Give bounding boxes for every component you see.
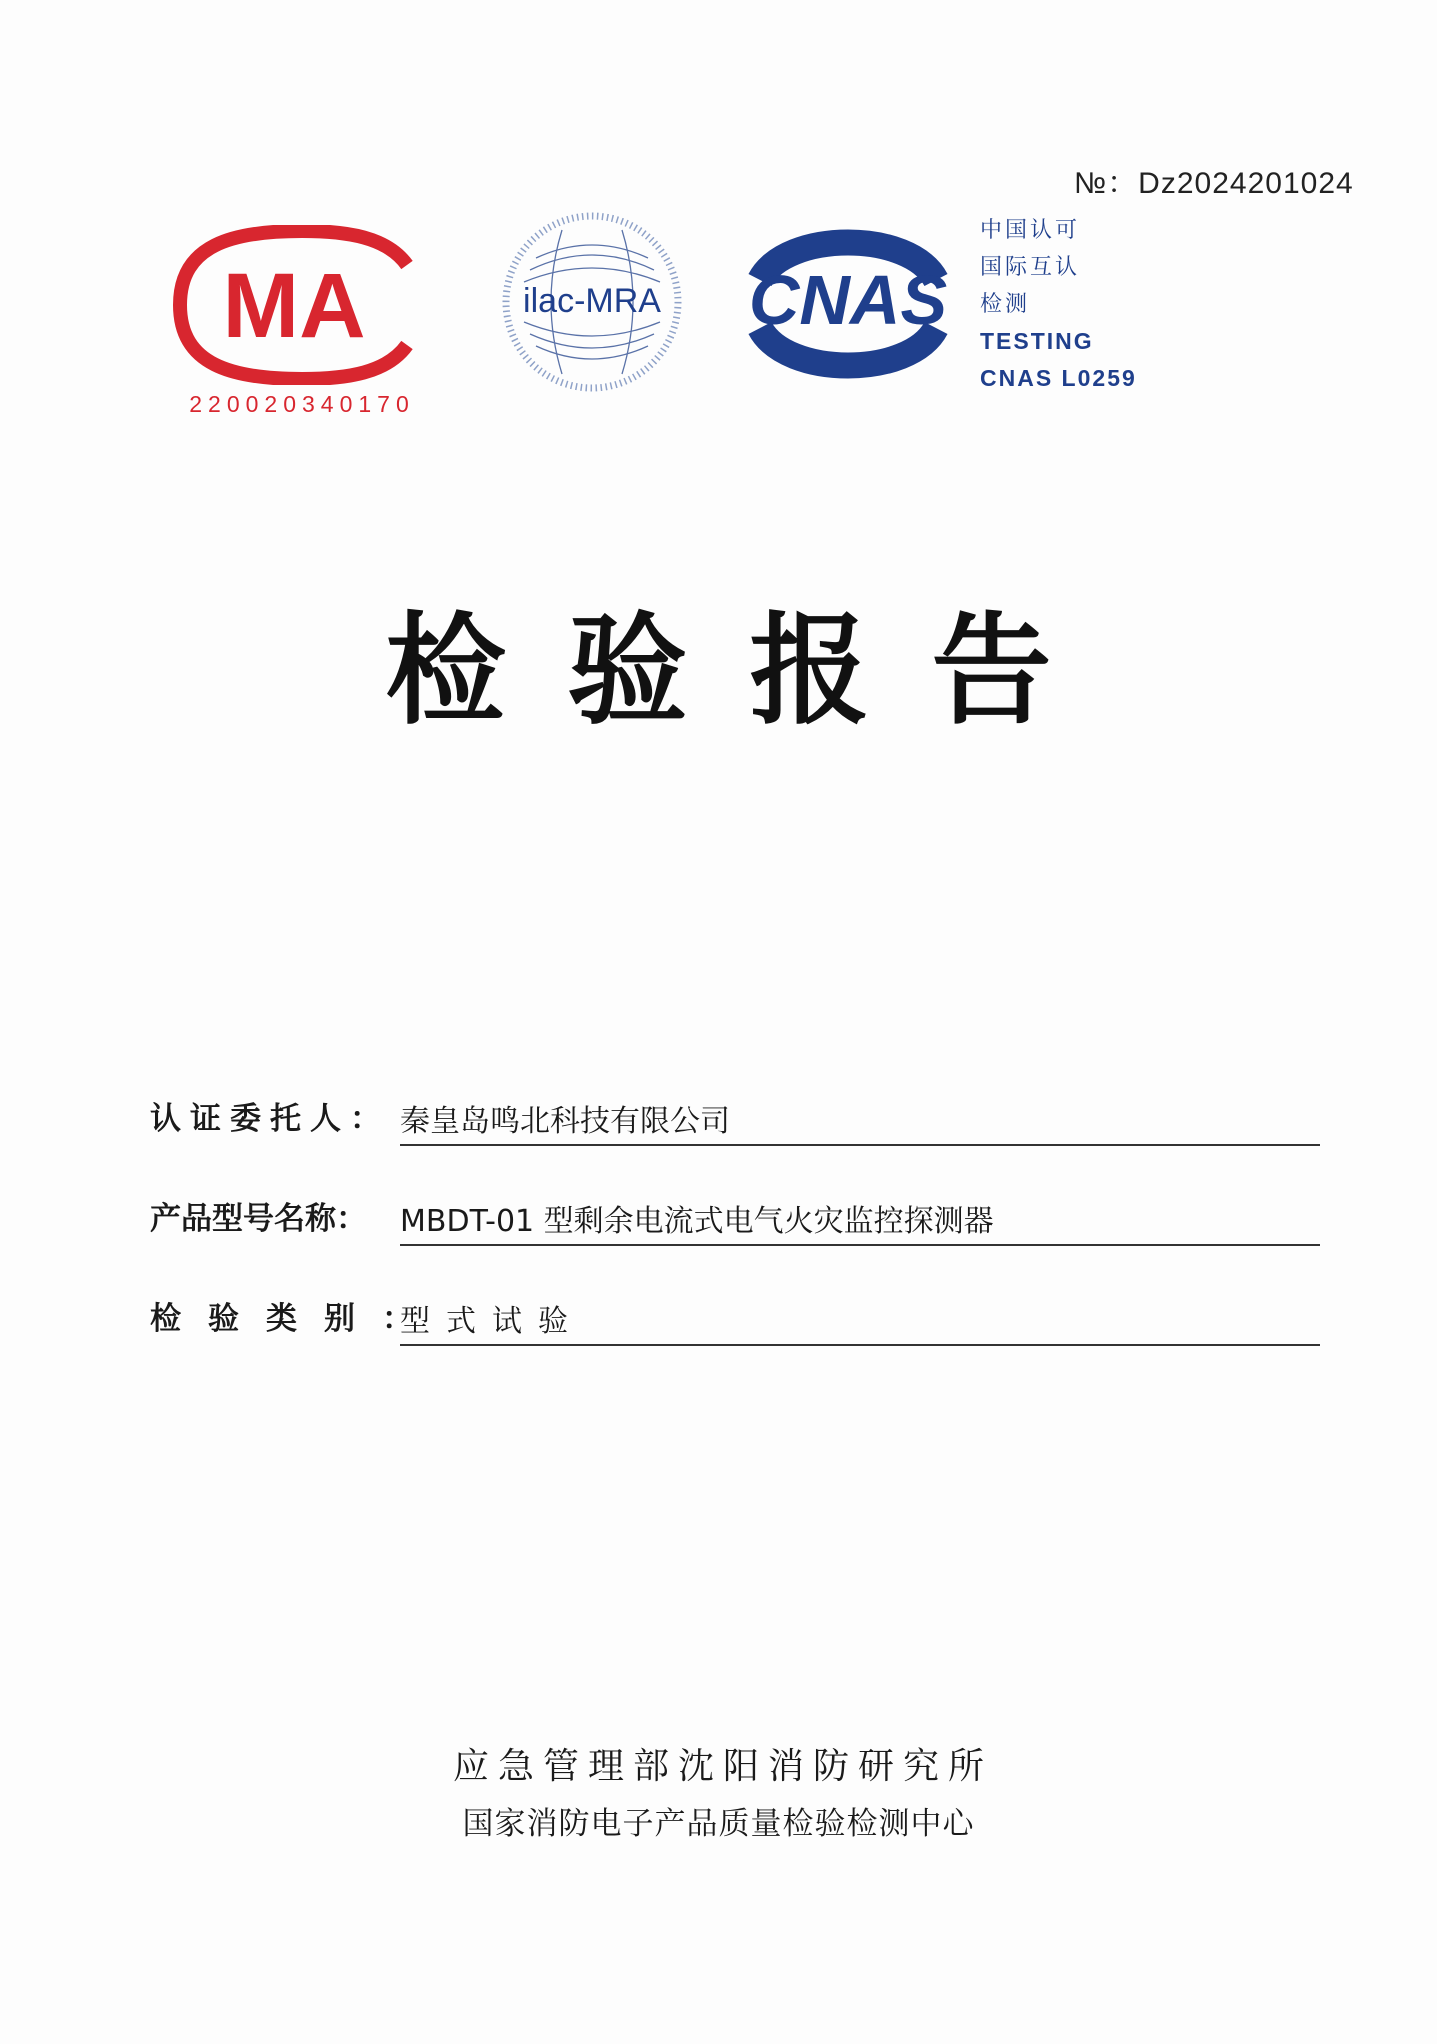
cnas-caption-line: 中国认可 — [980, 218, 1081, 243]
field-value-line — [400, 1192, 1320, 1246]
cnas-caption-line: 检测 — [980, 292, 1031, 317]
field-value: 秦皇岛鸣北科技有限公司 — [400, 1104, 730, 1139]
field-label: 认证委托人： — [150, 1101, 390, 1137]
field-label: 产品型号名称： — [150, 1201, 367, 1237]
cnas-logo — [738, 222, 958, 386]
ilac-mra-logo — [500, 210, 684, 394]
cnas-caption-line: TESTING — [980, 328, 1094, 354]
field-client — [150, 1086, 1320, 1146]
issuer-name: 应急管理部沈阳消防研究所 — [452, 1746, 993, 1787]
ilac-globe-icon — [500, 210, 684, 394]
cnas-mark-icon — [738, 222, 958, 386]
cma-text: MA — [222, 255, 366, 357]
field-value: MBDT-01 型剩余电流式电气火灾监控探测器 — [400, 1204, 994, 1239]
report-number: №：Dz2024201024 — [1074, 167, 1354, 200]
cma-logo — [172, 225, 432, 425]
field-label: 检验类别： — [150, 1301, 440, 1337]
ilac-text: ilac-MRA — [523, 282, 661, 320]
cma-mark-icon — [172, 225, 432, 385]
field-value: 型式试验 — [400, 1304, 584, 1339]
cma-code: 220020340170 — [189, 391, 415, 417]
issuer-center: 国家消防电子产品质量检验检测中心 — [462, 1806, 975, 1842]
field-value-line — [400, 1092, 1320, 1146]
field-value-line — [400, 1292, 1320, 1346]
cnas-caption-line: 国际互认 — [980, 255, 1081, 280]
cnas-caption — [980, 212, 1137, 397]
field-product — [150, 1186, 1320, 1246]
cnas-caption-line: CNAS L0259 — [980, 365, 1137, 391]
cnas-text: CNAS — [748, 261, 948, 339]
field-test-type — [150, 1286, 1320, 1346]
report-title: 检验报告 — [385, 602, 1114, 741]
